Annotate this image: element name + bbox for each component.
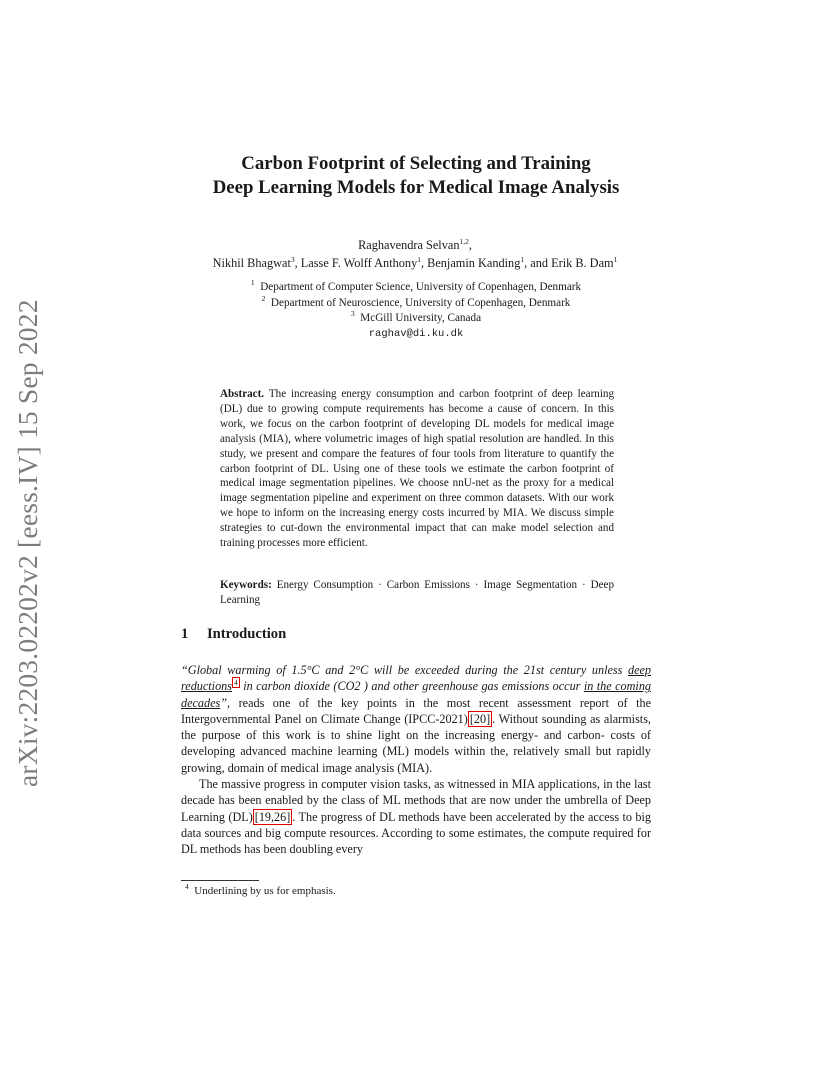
paragraph-text: . The progress of DL methods have been accelerated by the access to big data sources and big compute resources. According to some estimates, the compute required for DL methods has been doubling every	[181, 809, 651, 857]
author-affiliation-mark: 1	[417, 255, 421, 264]
citation-link[interactable]: [19,26]	[254, 809, 291, 824]
keywords	[220, 578, 614, 608]
paper-title	[150, 152, 682, 200]
keywords-label: Keywords:	[220, 579, 272, 591]
affiliation-mark: 3	[350, 309, 355, 318]
author-affiliation-mark: 3	[290, 255, 295, 264]
author-name: , and Erik B. Dam	[524, 256, 614, 270]
author-line-2	[120, 254, 710, 272]
footnote-reference[interactable]: 4	[234, 678, 238, 688]
paragraph	[181, 776, 651, 857]
affiliation-item	[150, 293, 682, 312]
section-heading	[181, 626, 286, 643]
quote-text: in carbon dioxide (CO2 ) and other greenhouse gas emissions occur	[239, 679, 584, 694]
author-list	[120, 236, 710, 272]
email-link[interactable]: raghav@di.ku.dk	[368, 327, 464, 340]
arxiv-identifier: arXiv:2203.02202v2 [eess.IV] 15 Sep 2022	[12, 299, 43, 787]
author-name: Nikhil Bhagwat	[212, 256, 291, 270]
author-name: , Lasse F. Wolff Anthony	[294, 256, 418, 270]
author-name: Raghavendra Selvan	[358, 238, 460, 252]
author-separator: ,	[468, 238, 472, 252]
author-affiliation-mark: 1	[613, 255, 618, 264]
quote-emphasis: in the coming decades	[181, 679, 652, 710]
introduction-body	[181, 662, 651, 858]
section-title: Introduction	[207, 626, 287, 642]
author-line-1	[120, 236, 710, 254]
title-line-2: Deep Learning Models for Medical Image Analysis	[212, 177, 620, 198]
paragraph	[181, 662, 651, 776]
paragraph-text: . Without sounding as alarmists, the purpose of this work is to shine light on the increasing energy- and carbon- costs of developing advanced machine learning (ML) models within the, relatively small but rapidly growing, domain of medical image analysis (MIA).	[181, 711, 651, 775]
affiliation-list	[150, 280, 682, 342]
quote-emphasis: deep reductions	[181, 663, 651, 694]
paragraph-text: The massive progress in computer vision tasks, as witnessed in MIA applications, in the last decade has been enabled by the class of ML methods that are now under the umbrella of Deep Learning (DL)	[181, 777, 651, 824]
footnote-mark: 4	[185, 882, 189, 891]
citation-link[interactable]: [20]	[469, 711, 491, 726]
affiliation-text: Department of Neuroscience, University of Copenhagen, Denmark	[270, 296, 571, 309]
quote-text: “Global warming of 1.5°C and 2°C will be exceeded during the 21st century unless	[181, 663, 628, 677]
keywords-text: Energy Consumption · Carbon Emissions · Image Segmentation · Deep Learning	[220, 579, 614, 606]
footnote-divider	[181, 880, 259, 881]
title-line-1: Carbon Footprint of Selecting and Training	[241, 153, 591, 174]
abstract	[220, 387, 614, 551]
affiliation-mark: 1	[250, 278, 255, 287]
affiliation-item	[150, 311, 682, 327]
affiliation-text: Department of Computer Science, University of Copenhagen, Denmark	[260, 281, 582, 293]
section-number: 1	[181, 626, 189, 642]
quote-text: ”	[220, 695, 228, 710]
author-name: , Benjamin Kanding	[420, 256, 521, 270]
abstract-label: Abstract.	[220, 388, 265, 400]
footnote	[185, 882, 336, 897]
author-affiliation-mark: 1,2	[459, 237, 469, 246]
paragraph-text: , reads one of the key points in the most recent assessment report of the Intergovernmental Panel on Climate Change (IPCC-2021)	[181, 695, 651, 726]
abstract-text: The increasing energy consumption and carbon footprint of deep learning (DL) due to growing compute requirements has become a cause of concern. In this work, we focus on the carbon footprint of developing DL models for medical image analysis (MIA), where volumetric images of high spatial resolution are handled. In this study, we present and compare the features of four tools from literature to quantify the carbon footprint of DL. Using one of these tools we estimate the carbon footprint of medical image segmentation pipelines. We choose nnU-net as the proxy for a medical image segmentation pipeline and experiment on three common datasets. With our work we hope to inform on the increasing energy costs incurred by MIA. We discuss simple strategies to cut-down the environmental impact that can make model selection and training processes more efficient.	[220, 388, 614, 550]
affiliation-item	[150, 280, 682, 296]
author-affiliation-mark: 1	[520, 255, 525, 264]
affiliation-mark: 2	[261, 293, 266, 303]
affiliation-text: McGill University, Canada	[360, 312, 482, 324]
footnote-text: Underlining by us for emphasis.	[194, 885, 336, 897]
